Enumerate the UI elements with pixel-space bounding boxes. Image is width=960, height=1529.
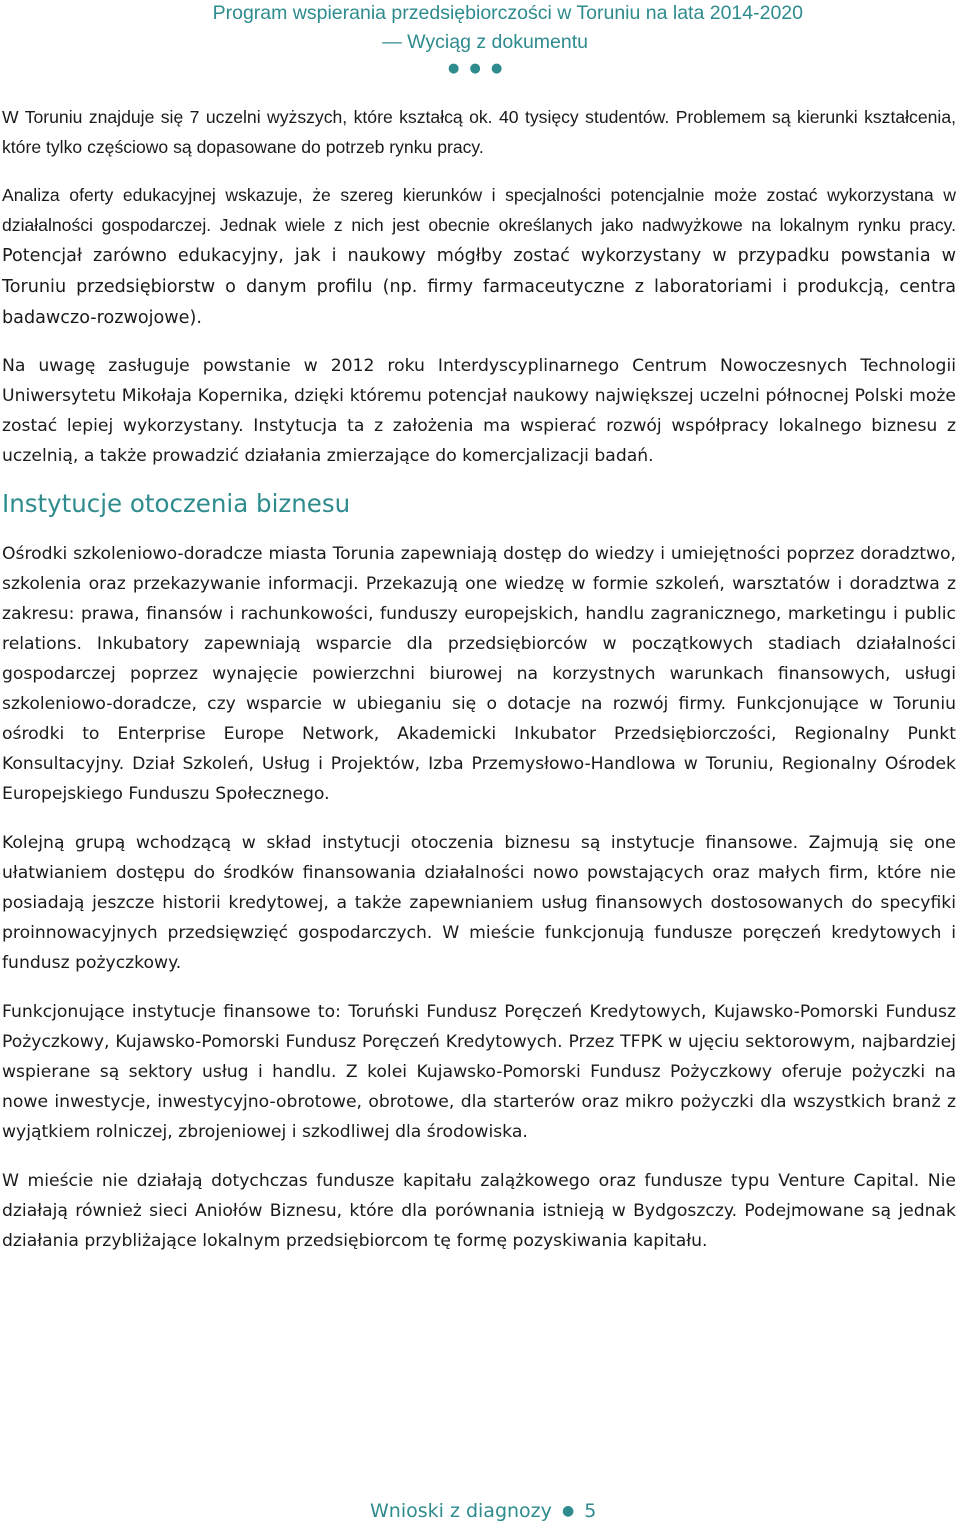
decorative-dots: ● ● ● [448,61,506,76]
document-body [2,102,956,1256]
paragraph-education-offer [2,180,956,333]
page-footer [370,1498,596,1526]
paragraph-funds: Funkcjonujące instytucje finansowe to: Toruński Fundusz Poręczeń Kredytowych, Kujawsko-Pomorski Fundusz Pożyczkowy, Kujawsko-Pomorski Fundusz Poręczeń Kredytowych. Przez TFPK w ujęciu sektorowym, najbardziej wspierane są sektory usług i handlu. Z kolei Kujawsko-Pomorski Fundusz Pożyczkowy oferuje pożyczki na nowe inwestycje, inwestycyjno-obrotowe, obrotowe, dla starterów oraz mikro pożyczki dla wszystkich branż z wyjątkiem rolniczej, zbrojeniowej i szkodliwej dla środowiska. [2,1002,956,1142]
footer-bullet: ● [561,1503,575,1519]
paragraph-training-centers: Ośrodki szkoleniowo-doradcze miasta Torunia zapewniają dostęp do wiedzy i umiejętności poprzez doradztwo, szkolenia oraz przekazywanie informacji. Przekazują one wiedzę w formie szkoleń, warsztatów i doradztwa z zakresu: prawa, finansów i rachunkowości, funduszy europejskich, handlu zagranicznego, marketingu i public relations. Inkubatory zapewniają wsparcie dla przedsiębiorców w początkowych stadiach działalności gospodarczej poprzez wynajęcie powierzchni biurowej na korzystnych warunkach finansowych, usługi szkoleniowo-doradcze, czy wsparcie w ubieganiu się o dotacje na rozwój firmy. Funkcjonujące w Toruniu ośrodki to Enterprise Europe Network, Akademicki Inkubator Przedsiębiorczości, Regionalny Punkt Konsultacyjny. Dział Szkoleń, Usług i Projektów, Izba Przemysłowo-Handlowa w Toruniu, Regionalny Ośrodek Europejskiego Funduszu Społecznego. [2,544,956,804]
document-subtitle: — Wyciąg z dokumentu [382,31,588,53]
sentence: Analiza oferty edukacyjnej wskazuje, że szereg kierunków i specjalności potencjalnie może zostać wykorzystana w działalności gospodarczej. [2,185,956,235]
paragraph-icnt: Na uwagę zasługuje powstanie w 2012 roku Interdyscyplinarnego Centrum Nowoczesnych Technologii Uniwersytetu Mikołaja Kopernika, dzięki któremu potencjał naukowy największej uczelni północnej Polski może zostać lepiej wykorzystany. Instytucja ta z założenia ma wspierać rozwój współpracy lokalnego biznesu z uczelnią, a także prowadzić działania zmierzające do komercjalizacji badań. [2,356,956,466]
paragraph-venture-capital: W mieście nie działają dotychczas fundusze kapitału zalążkowego oraz fundusze typu Venture Capital. Nie działają również sieci Aniołów Biznesu, które dla porównania istnieją w Bydgoszczy. Podejmowane są jednak działania przybliżające lokalnym przedsiębiorcom tę formę pozyskiwania kapitału. [2,1171,956,1251]
page-number: 5 [584,1500,597,1522]
sentence: W Toruniu znajduje się 7 uczelni wyższych, które kształcą ok. 40 tysięcy studentów. [2,107,670,127]
document-title: Program wspierania przedsiębiorczości w Toruniu na lata 2014-2020 [212,2,803,24]
footer-label: Wnioski z diagnozy [370,1500,552,1522]
sentence: Potencjał zarówno edukacyjny, jak i naukowy mógłby zostać wykorzystany w przypadku powstania w Toruniu przedsiębiorstw o danym profilu (np. firmy farmaceutyczne z laboratoriami i produkcją, centra badawczo-rozwojowe). [2,246,956,328]
sentence: Problemem są kierunki kształcenia, które tylko częściowo są dopasowane do potrzeb rynku pracy. [2,107,957,157]
sentence: Jednak wiele z nich jest obecnie określanych jako nadwyżkowe na lokalnym rynku pracy. [219,215,956,235]
paragraph-financial-institutions: Kolejną grupą wchodzącą w skład instytucji otoczenia biznesu są instytucje finansowe. Zajmują się one ułatwianiem dostępu do środków finansowania działalności nowo powstających oraz małych firm, które nie posiadają jeszcze historii kredytowej, a także zapewnianiem usług finansowych dostosowanych do specyfiki proinnowacyjnych przedsięwzięć gospodarczych. W mieście funkcjonują fundusze poręczeń kredytowych i fundusz pożyczkowy. [2,833,956,973]
paragraph-universities [2,102,956,162]
section-heading: Instytucje otoczenia biznesu [2,489,351,518]
